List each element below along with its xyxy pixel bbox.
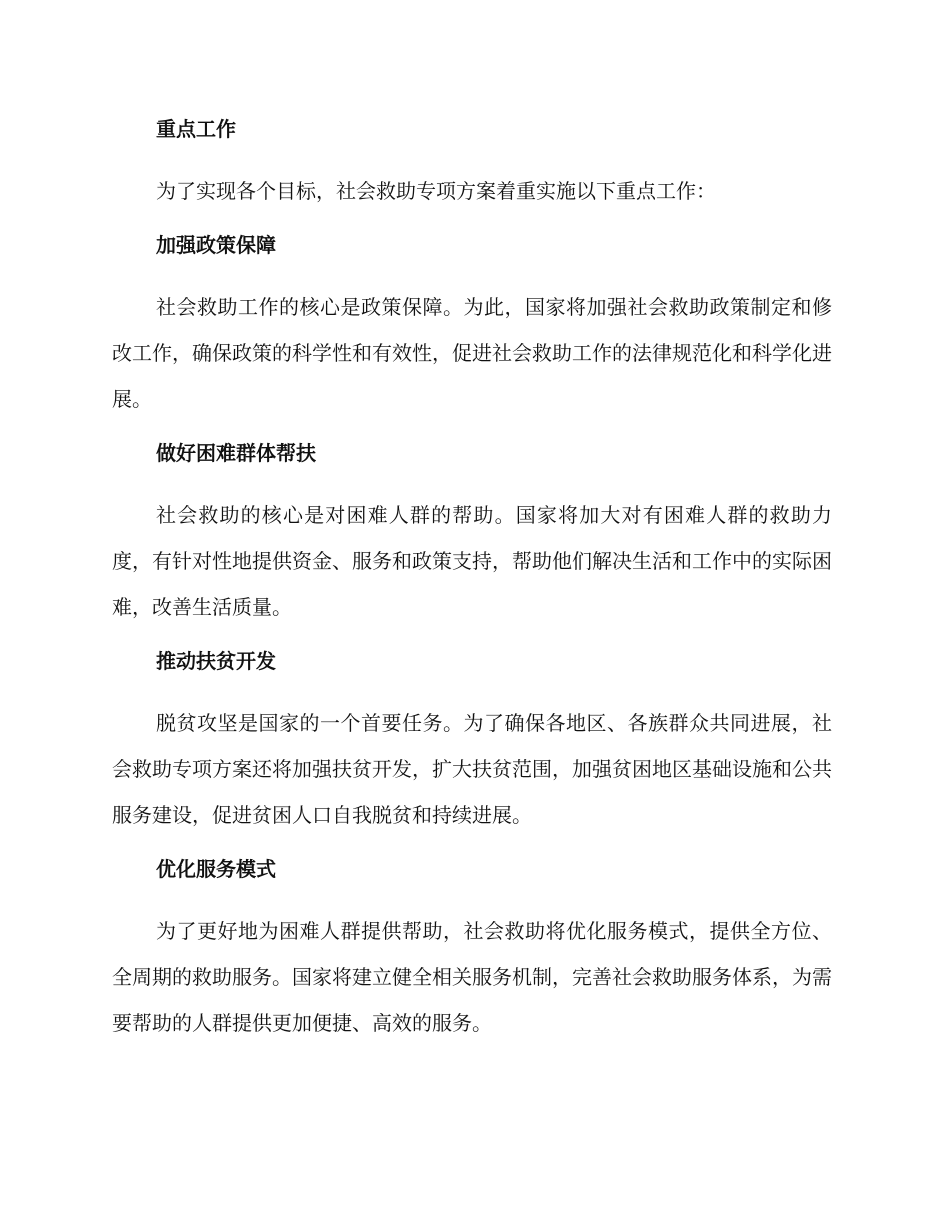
- section-heading: 推动扶贫开发: [156, 649, 276, 673]
- document-body: [112, 112, 832, 1046]
- section-paragraph: 为了更好地为困难人群提供帮助，社会救助将优化服务模式，提供全方位、全周期的救助服务。国家将建立健全相关服务机制，完善社会救助服务体系，为需要帮助的人群提供更加便捷、高效的服务。: [112, 919, 832, 1035]
- section-paragraph: 社会救助工作的核心是政策保障。为此，国家将加强社会救助政策制定和修改工作，确保政策的科学性和有效性，促进社会救助工作的法律规范化和科学化进展。: [112, 295, 832, 411]
- section-heading: 加强政策保障: [156, 233, 276, 257]
- section-heading: 做好困难群体帮扶: [156, 441, 316, 465]
- section-paragraph: 为了实现各个目标，社会救助专项方案着重实施以下重点工作：: [156, 179, 716, 203]
- section-heading: 优化服务模式: [156, 857, 276, 881]
- section-heading: 重点工作: [156, 117, 236, 141]
- section-paragraph: 社会救助的核心是对困难人群的帮助。国家将加大对有困难人群的救助力度，有针对性地提供资金、服务和政策支持，帮助他们解决生活和工作中的实际困难，改善生活质量。: [112, 503, 832, 619]
- section-paragraph: 脱贫攻坚是国家的一个首要任务。为了确保各地区、各族群众共同进展，社会救助专项方案还将加强扶贫开发，扩大扶贫范围，加强贫困地区基础设施和公共服务建设，促进贫困人口自我脱贫和持续进展。: [112, 711, 832, 827]
